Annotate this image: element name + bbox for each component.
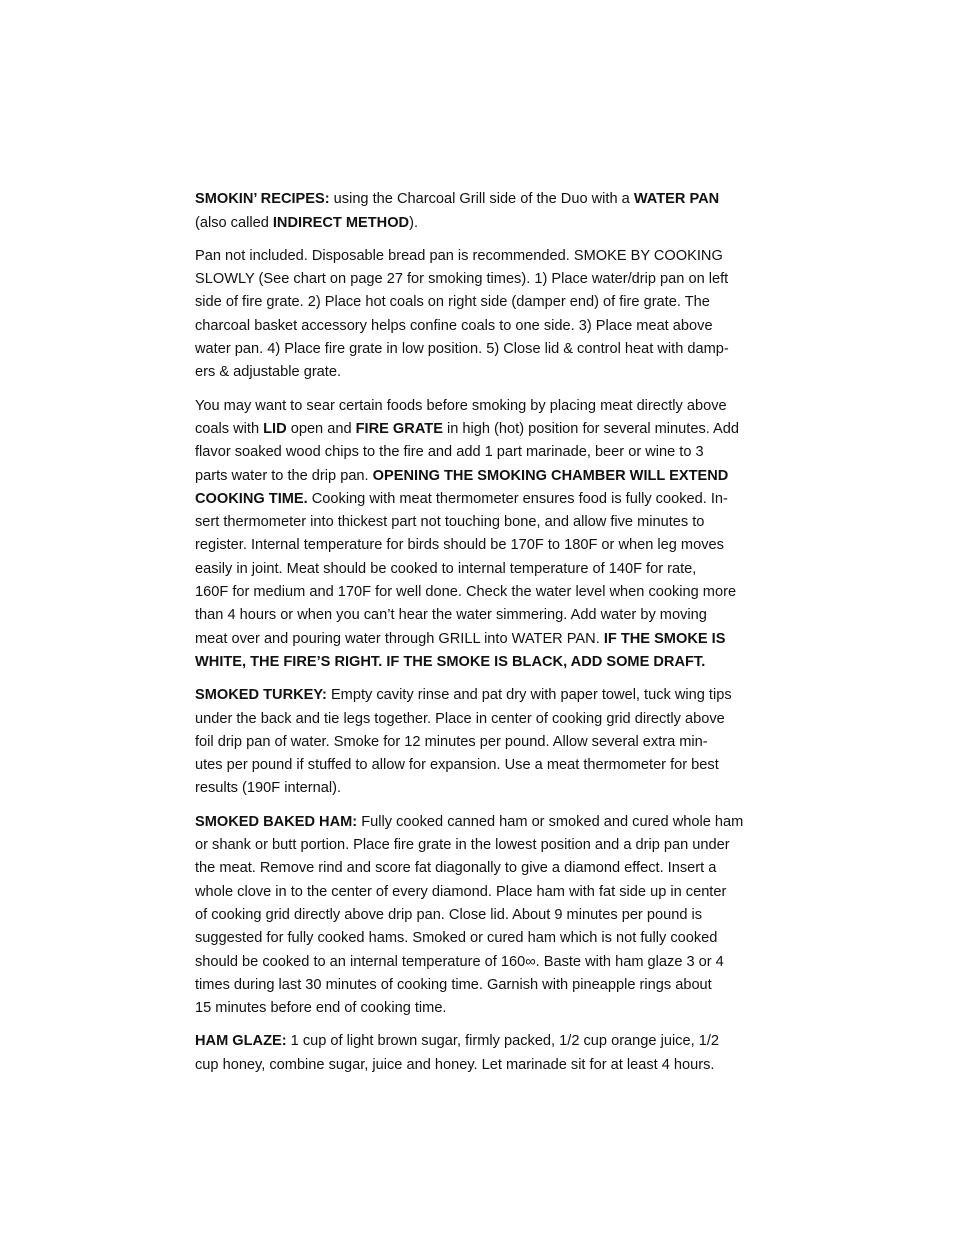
text-span: ).: [409, 214, 419, 231]
paragraph-smoked-turkey: [195, 684, 761, 800]
paragraph-pan-instructions: [195, 245, 761, 385]
paragraph-intro: [195, 165, 761, 235]
text-span: (also called: [195, 214, 269, 231]
text-span: Cooking with meat thermometer ensures food is fully cooked. In- sert thermometer into thickest part not touching bone, and allow five minutes to register. Internal temperature for birds should be 170F to 180F or when leg moves easily in joint. Meat should be cooked to internal temperature of 140F for rate, 160F for medium and 170F for well done. Check the water level when cooking more than 4 hours or when you can’t hear the water simmering. Add water by moving meat over and pouring water through GRILL into WATER PAN.: [195, 490, 737, 647]
bold-fire-grate: FIRE GRATE: [355, 420, 443, 437]
text-span: open and: [286, 420, 356, 437]
text-span: You may want to sear certain foods before smoking by placing meat directly above coals with: [195, 397, 727, 437]
bold-smoke-tip: IF THE SMOKE IS WHITE, THE FIRE’S RIGHT. IF THE SMOKE IS BLACK, ADD SOME DRAFT.: [195, 630, 726, 670]
paragraph-smoked-baked-ham: [195, 811, 761, 1021]
bold-water-pan: WATER PAN: [633, 191, 720, 208]
text-span: 1 cup of light brown sugar, firmly packed, 1/2 cup orange juice, 1/2 cup honey, combine sugar, juice and honey. Let marinade sit for at least 4 hours.: [195, 1033, 719, 1073]
paragraph-ham-glaze: [195, 1030, 761, 1077]
heading-smokin-recipes: SMOKIN’ RECIPES:: [195, 191, 330, 208]
heading-smoked-turkey: SMOKED TURKEY:: [195, 687, 327, 704]
bold-warning-opening: OPENING THE SMOKING CHAMBER WILL EXTEND COOKING TIME.: [195, 467, 729, 507]
bold-lid: LID: [263, 420, 287, 437]
text-span: Fully cooked canned ham or smoked and cured whole ham or shank or butt portion. Place fire grate in the lowest position and a drip pan under the meat. Remove rind and score fat diagonally to give a diamond effect. Insert a whole clove in to the center of every diamond. Place ham with fat side up in center of cooking grid directly above drip pan. Close lid. About 9 minutes per pound is suggested for fully cooked hams. Smoked or cured ham which is not fully cooked should be cooked to an internal temperature of 160∞. Baste with ham glaze 3 or 4 times during last 30 minutes of cooking time. Garnish with pineapple rings about 15 minutes before end of cooking time.: [195, 813, 744, 1017]
recipe-document: [195, 165, 761, 1087]
paragraph-searing: [195, 395, 761, 675]
text-span: using the Charcoal Grill side of the Duo with a: [329, 191, 634, 208]
bold-indirect-method: INDIRECT METHOD: [272, 214, 410, 231]
text-span: Empty cavity rinse and pat dry with paper towel, tuck wing tips under the back and tie legs together. Place in center of cooking grid directly above foil drip pan of water. Smoke for 12 minutes per pound. Allow several extra min- utes per pound if stuffed to allow for expansion. Use a meat thermometer for best results (190F internal).: [195, 687, 732, 797]
heading-smoked-baked-ham: SMOKED BAKED HAM:: [195, 813, 358, 830]
text-span: Pan not included. Disposable bread pan is recommended. SMOKE BY COOKING SLOWLY (See chart on page 27 for smoking times). 1) Place water/drip pan on left side of fire grate. 2) Place hot coals on right side (damper end) of fire grate. The charcoal basket accessory helps confine coals to one side. 3) Place meat above water pan. 4) Place fire grate in low position. 5) Close lid & control heat with damp- ers & adjustable grate.: [195, 247, 729, 381]
text-span: in high (hot) position for several minutes. Add flavor soaked wood chips to the fire and add 1 part marinade, beer or wine to 3 parts water to the drip pan.: [195, 420, 740, 484]
heading-ham-glaze: HAM GLAZE:: [195, 1033, 287, 1050]
